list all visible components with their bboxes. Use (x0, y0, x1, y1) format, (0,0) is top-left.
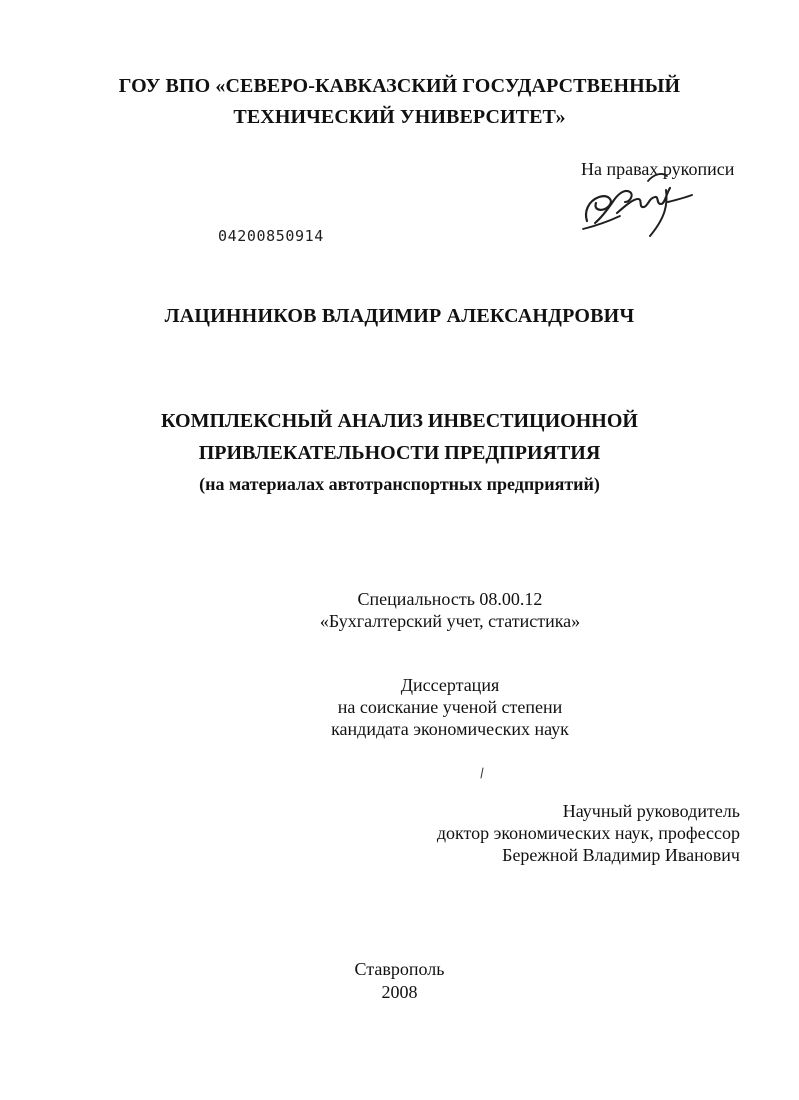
author-name: ЛАЦИННИКОВ ВЛАДИМИР АЛЕКСАНДРОВИЧ (164, 305, 635, 327)
degree-name: кандидата экономических наук (331, 719, 569, 739)
manuscript-note: На правах рукописи (581, 159, 735, 179)
title-subtitle: (на материалах автотранспортных предприятий) (199, 474, 600, 494)
degree-purpose: на соискание ученой степени (337, 697, 563, 717)
handwritten-signature (578, 166, 698, 242)
year: 2008 (381, 982, 418, 1002)
supervisor-name: Бережной Владимир Иванович (502, 845, 740, 865)
supervisor-label: Научный руководитель (562, 801, 740, 821)
supervisor-degree: доктор экономических наук, профессор (436, 823, 740, 843)
city-name: Ставрополь (354, 959, 445, 979)
organization-line-2: ТЕХНИЧЕСКИЙ УНИВЕРСИТЕТ» (233, 106, 566, 128)
ink-mark (479, 767, 485, 779)
title-line-1: КОМПЛЕКСНЫЙ АНАЛИЗ ИНВЕСТИЦИОННОЙ (161, 410, 638, 432)
specialty-name: «Бухгалтерский учет, статистика» (319, 611, 581, 631)
title-line-2: ПРИВЛЕКАТЕЛЬНОСТИ ПРЕДПРИЯТИЯ (198, 442, 601, 464)
specialty-code: Специальность 08.00.12 (357, 589, 543, 609)
dissertation-label: Диссертация (400, 675, 500, 695)
organization-line-1: ГОУ ВПО «СЕВЕРО-КАВКАЗСКИЙ ГОСУДАРСТВЕННЫЙ (118, 75, 681, 97)
document-code: 04200850914 (218, 227, 324, 245)
